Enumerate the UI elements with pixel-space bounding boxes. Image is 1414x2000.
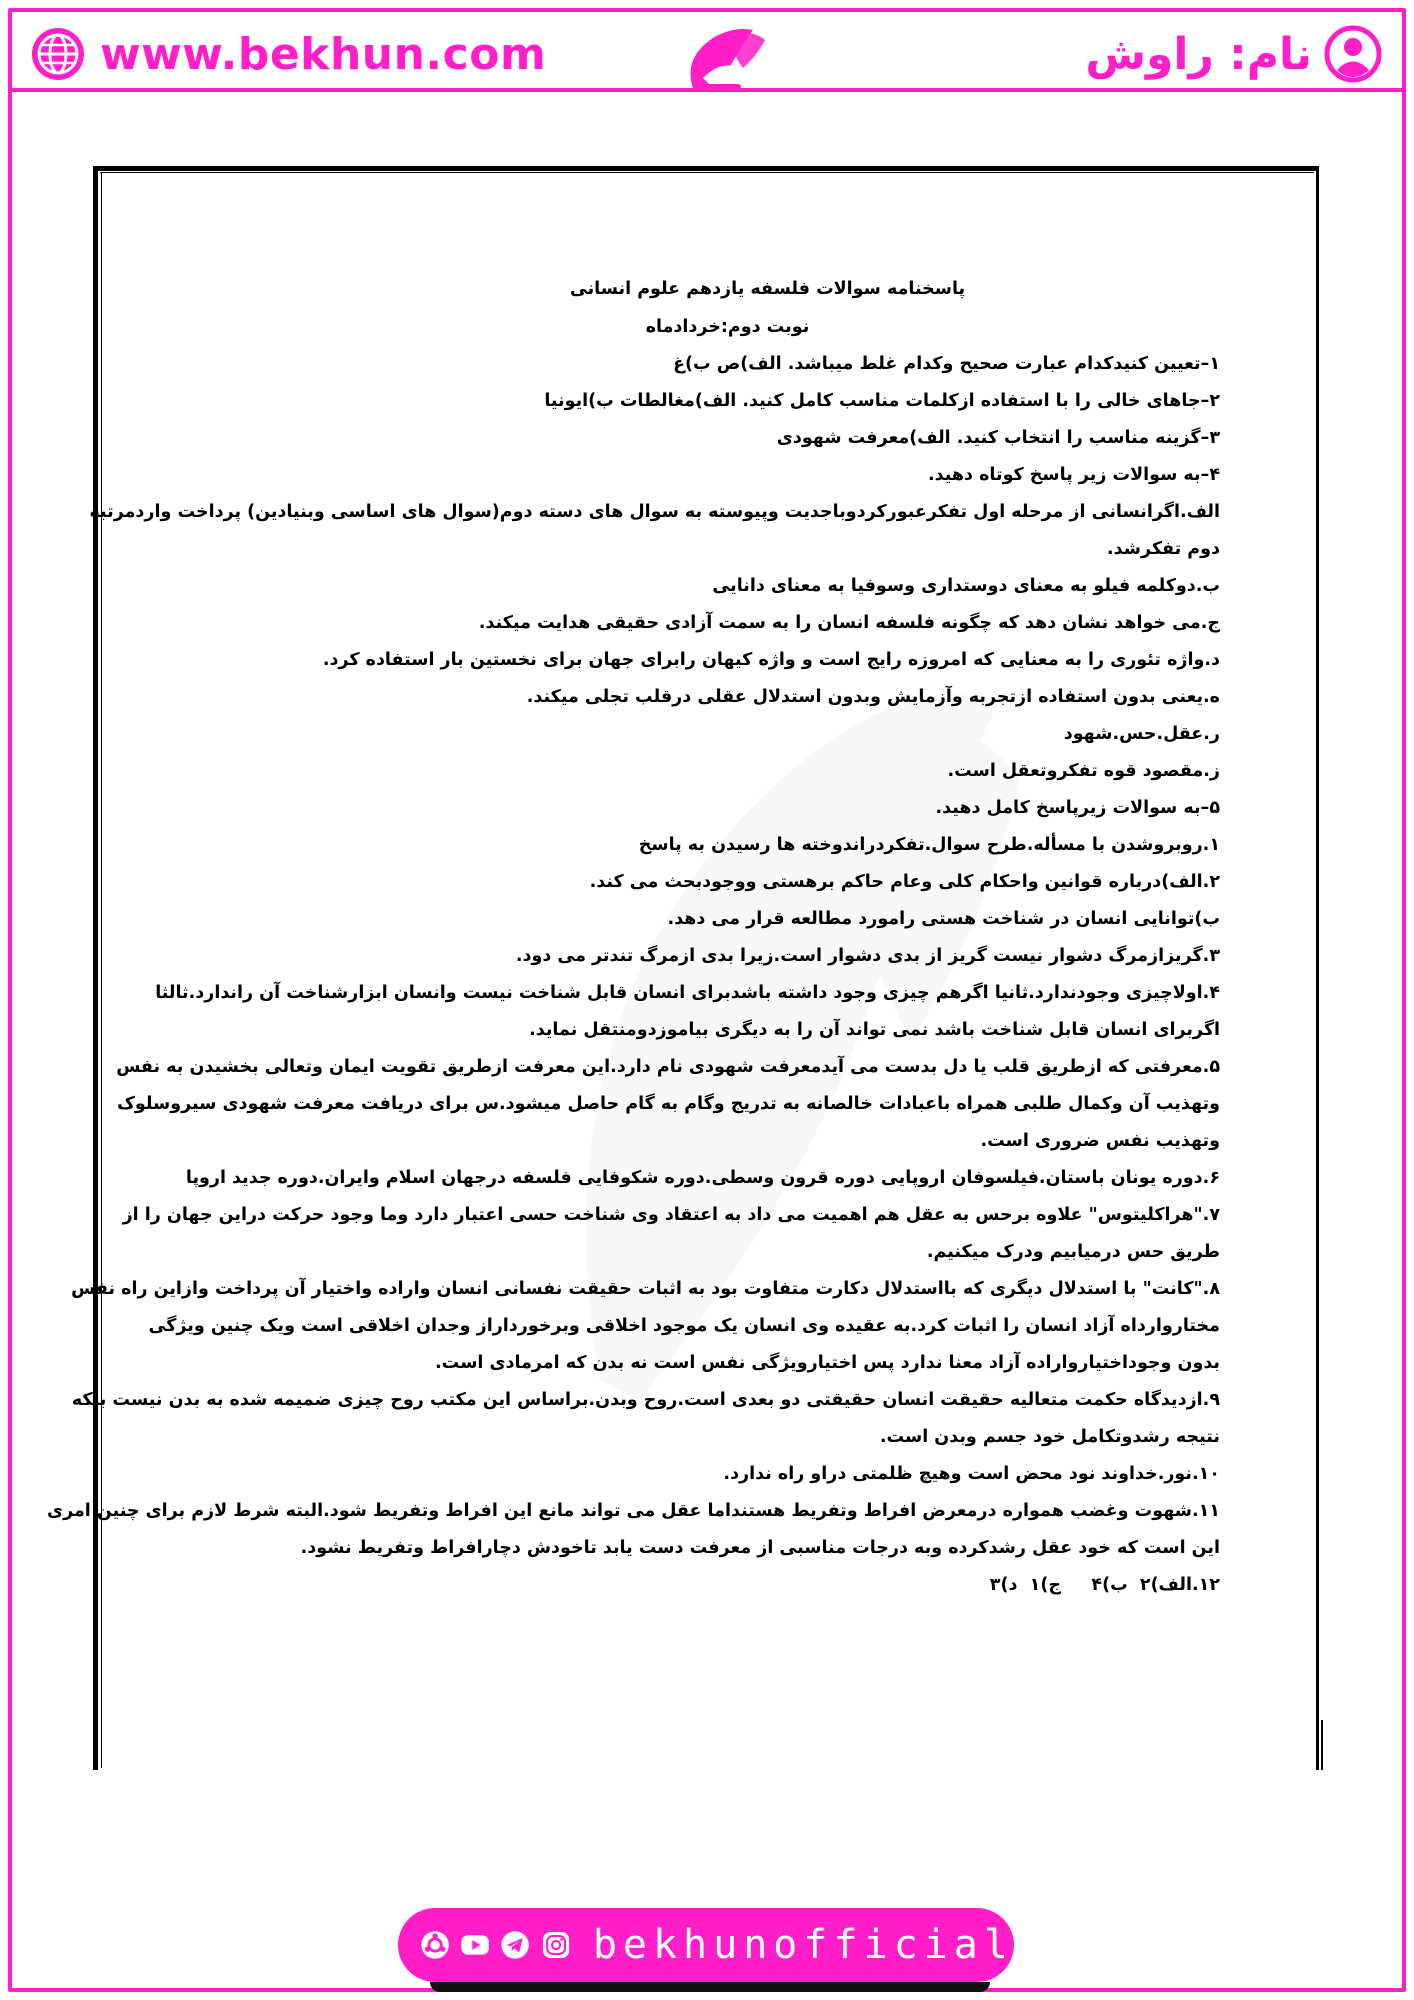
answer-line: ب.دوکلمه فیلو به معنای دوستداری وسوفیا به معنای دانایی xyxy=(712,576,1220,596)
document-title: پاسخنامه سوالات فلسفه یازدهم علوم انسانی xyxy=(569,279,966,299)
answer-line: وتهذیب نفس ضروری است. xyxy=(980,1131,1220,1151)
answer-line: این است که خود عقل رشدکرده وبه درجات مناسبی از معرفت دست یابد تاخودش دچارافراط وتفریط نشود. xyxy=(300,1538,1220,1558)
answer-line: نتیجه رشدوتکامل خود جسم وبدن است. xyxy=(879,1427,1220,1447)
answer-line: ۲.الف)درباره قوانین واحکام کلی وعام حاکم برهستی ووجودبحث می کند. xyxy=(589,872,1220,892)
answer-line: ۳–گزینه مناسب را انتخاب کنید. الف)معرفت شهودی xyxy=(776,428,1220,448)
answer-line: د.واژه تئوری را به معنایی که امروزه رایج است و واژه کیهان رابرای جهان برای نخستین بار استفاده کرد. xyxy=(322,650,1220,670)
answer-line: ج.می خواهد نشان دهد که چگونه فلسفه انسان را به سمت آزادی حقیقی هدایت میکند. xyxy=(478,613,1220,633)
globe-icon xyxy=(30,26,86,82)
answer-line: ر.عقل.حس.شهود xyxy=(1063,724,1220,744)
name-label: نام: راوش xyxy=(1085,28,1312,80)
youtube-icon[interactable] xyxy=(460,1923,490,1967)
telegram-icon[interactable] xyxy=(500,1923,530,1967)
answer-line: ۴–به سوالات زیر پاسخ کوتاه دهید. xyxy=(927,465,1220,485)
document-border-stub xyxy=(1321,1720,1323,1770)
document-inner-border-top xyxy=(100,172,1314,174)
answer-line: ب)توانایی انسان در شناخت هستی رامورد مطالعه قرار می دهد. xyxy=(667,909,1220,929)
answer-line: ۹.ازدیدگاه حکمت متعالیه حقیقت انسان حقیقتی دو بعدی است.روح وبدن.براساس این مکتب روح چیزی ضمیمه شده به بدن نیست بلکه xyxy=(71,1390,1220,1410)
site-url[interactable]: www.bekhun.com xyxy=(100,28,547,80)
answer-line: طریق حس درمیابیم ودرک میکنیم. xyxy=(926,1242,1220,1262)
answer-line: بدون وجوداختیارواراده آزاد معنا ندارد پس اختیارویژگی نفس است نه بدن که امرمادی است. xyxy=(435,1353,1220,1373)
user-icon xyxy=(1324,25,1382,83)
answer-line: ۱–تعیین کنیدکدام عبارت صحیح وکدام غلط میباشد. الف)ص ب)غ xyxy=(673,354,1220,374)
answer-line: دوم تفکرشد. xyxy=(1107,539,1220,559)
social-handle[interactable]: bekhunofficial xyxy=(592,1922,1014,1968)
answer-line: اگربرای انسان قابل شناخت باشد نمی تواند آن را به دیگری بیاموزدومنتقل نماید. xyxy=(529,1020,1220,1040)
answer-line: ۱۰.نور.خداوند نود محض است وهیچ ظلمتی دراو راه ندارد. xyxy=(723,1464,1220,1484)
answer-line: ه.یعنی بدون استفاده ازتجربه وآزمایش وبدون استدلال عقلی درقلب تجلی میکند. xyxy=(526,687,1220,707)
answer-line: ۱۲.الف)۲ ب)۴ ج)۱ د)۳ xyxy=(989,1575,1220,1595)
answer-line: الف.اگرانسانی از مرحله اول تفکرعبورکردوباجدیت وپیوسته به سوال های دسته دوم(سوال های اساسی وبنیادین) پرداخت واردمرتبه xyxy=(89,502,1220,522)
instagram-icon[interactable] xyxy=(541,1923,571,1967)
document-subtitle: نوبت دوم:خردادماه xyxy=(645,317,810,337)
answer-line: ۵.معرفتی که ازطریق قلب یا دل بدست می آیدمعرفت شهودی نام دارد.این معرفت ازطریق تقویت ایمان وتعالی بخشیدن به نفس xyxy=(116,1057,1220,1077)
answer-line: ۷."هراکلیتوس" علاوه برحس به عقل هم اهمیت می داد به اعتقاد وی شناخت حسی اعتبار دارد وما وجود حرکت دراین جهان را از xyxy=(122,1205,1220,1225)
answer-line: ۴.اولاچیزی وجودندارد.ثانیا اگرهم چیزی وجود داشته باشدبرای انسان قابل شناخت نیست وانسان ابزارشناخت آن راندارد.ثالثا xyxy=(155,983,1220,1003)
answer-line: ۲–جاهای خالی را با استفاده ازکلمات مناسب کامل کنید. الف)مغالطات ب)ایونیا xyxy=(544,391,1220,411)
bekhun-app-icon[interactable] xyxy=(420,1923,450,1967)
answer-line: ۸."کانت" با استدلال دیگری که بااستدلال دکارت متفاوت بود به اثبات حقیقت نفسانی انسان واراده واختیار آن پرداخت وازاین راه نفس xyxy=(71,1279,1220,1299)
site-link[interactable] xyxy=(30,24,546,84)
answer-line: ۵–به سوالات زیرپاسخ کامل دهید. xyxy=(935,798,1220,818)
answer-sheet xyxy=(47,270,1220,1604)
answer-line: وتهذیب آن وکمال طلبی همراه باعبادات خالصانه به تدریج وگام به گام حاصل میشود.س برای دریافت معرفت شهودی سیروسلوک xyxy=(117,1094,1220,1114)
bekhun-logo xyxy=(673,18,783,98)
answer-line: مختاروارداه آزاد انسان را اثبات کرد.به عقیده وی انسان یک موجود اخلاقی وبرخورداراز وجدان اخلاقی است ویک چنین ویژگی xyxy=(148,1316,1220,1336)
answer-line: ز.مقصود قوه تفکروتعقل است. xyxy=(947,761,1220,781)
answer-line: ۱.روبروشدن با مسأله.طرح سوال.تفکردراندوخته ها رسیدن به پاسخ xyxy=(638,835,1220,855)
page-header xyxy=(8,8,1406,92)
answer-line: ۶.دوره یونان باستان.فیلسوفان اروپایی دوره قرون وسطی.دوره شکوفایی فلسفه درجهان اسلام وایران.دوره جدید اروپا xyxy=(185,1168,1220,1188)
answer-line: ۳.گریزازمرگ دشوار نیست گریز از بدی دشوار است.زیرا بدی ازمرگ تندتر می دود. xyxy=(515,946,1220,966)
student-name xyxy=(1085,22,1382,86)
footer-shadow xyxy=(430,1982,990,1992)
answer-line: ۱۱.شهوت وغضب همواره درمعرض افراط وتفریط هستنداما عقل می تواند مانع این افراط وتفریط شود.البته شرط لازم برای چنین امری xyxy=(47,1501,1220,1521)
social-footer xyxy=(398,1908,1014,1982)
